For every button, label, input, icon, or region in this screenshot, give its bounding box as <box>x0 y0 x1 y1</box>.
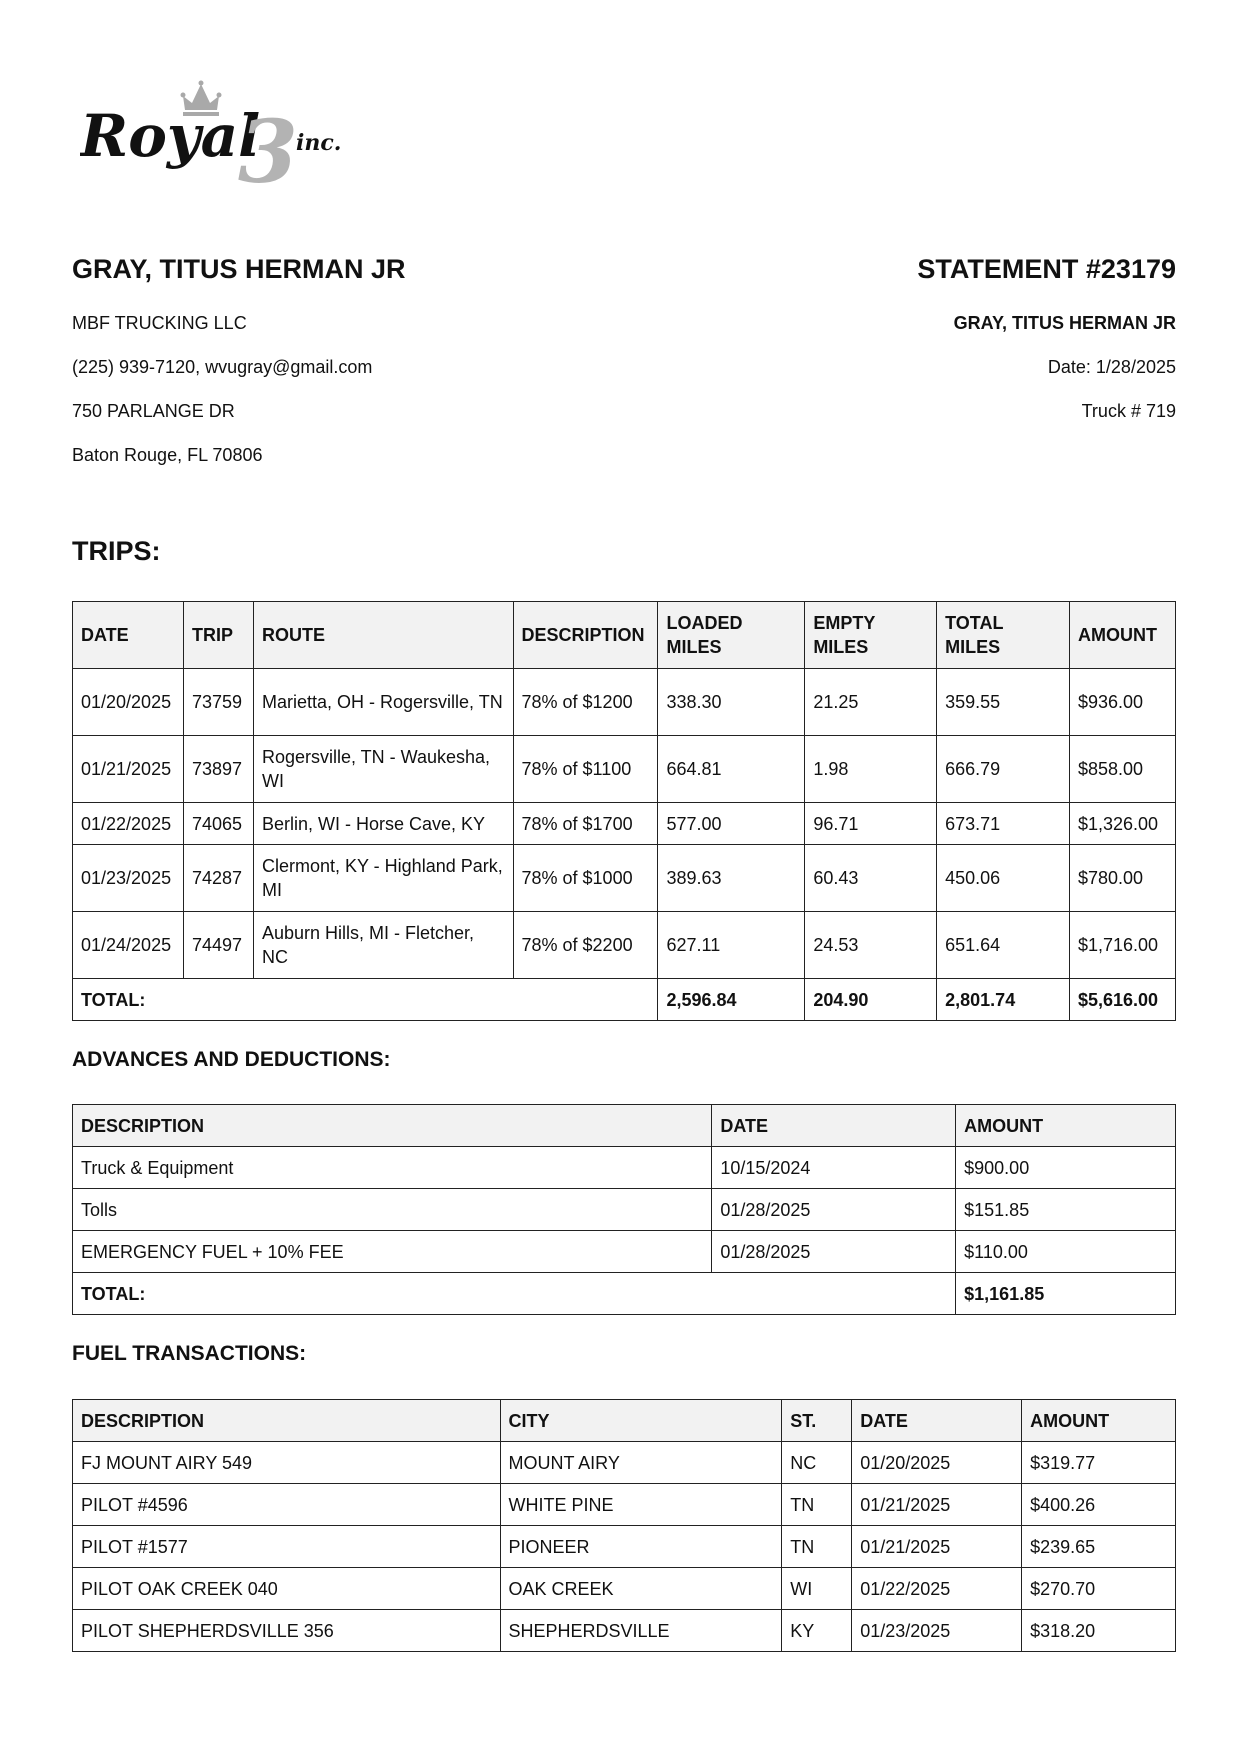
trip-number: 73759 <box>183 669 253 736</box>
fuel-state: NC <box>782 1442 852 1484</box>
driver-city: Baton Rouge, FL 70806 <box>72 445 263 465</box>
fuel-date: 01/20/2025 <box>852 1442 1022 1484</box>
trip-description: 78% of $2200 <box>513 912 658 979</box>
logo-suffix: inc. <box>296 130 342 156</box>
advance-date: 01/28/2025 <box>712 1189 956 1231</box>
fuel-description: PILOT OAK CREEK 040 <box>73 1568 501 1610</box>
trip-loaded-miles: 577.00 <box>658 803 805 845</box>
fuel-amount: $270.70 <box>1022 1568 1176 1610</box>
driver-street: 750 PARLANGE DR <box>72 401 235 421</box>
trip-total-miles: 673.71 <box>937 803 1070 845</box>
fuel-date: 01/21/2025 <box>852 1484 1022 1526</box>
fuel-city: MOUNT AIRY <box>500 1442 782 1484</box>
trip-route: Berlin, WI - Horse Cave, KY <box>253 803 513 845</box>
driver-info <box>72 252 672 465</box>
fuel-state: TN <box>782 1484 852 1526</box>
fuel-date: 01/21/2025 <box>852 1526 1022 1568</box>
trip-empty-miles: 21.25 <box>805 669 937 736</box>
trip-date: 01/21/2025 <box>73 736 184 803</box>
advance-description: EMERGENCY FUEL + 10% FEE <box>73 1231 712 1273</box>
col-header: ROUTE <box>253 602 513 669</box>
statement-date: Date: 1/28/2025 <box>1047 357 1176 377</box>
trips-total-empty: 204.90 <box>805 979 937 1021</box>
statement-title: STATEMENT #23179 <box>917 254 1176 284</box>
advances-header-row <box>73 1105 1176 1147</box>
trip-number: 73897 <box>183 736 253 803</box>
trips-total-miles: 2,801.74 <box>937 979 1070 1021</box>
table-row <box>73 1568 1176 1610</box>
trip-route: Clermont, KY - Highland Park, MI <box>253 845 513 912</box>
advance-amount: $151.85 <box>956 1189 1176 1231</box>
table-row <box>73 1526 1176 1568</box>
statement-name: GRAY, TITUS HERMAN JR <box>953 313 1176 333</box>
table-row <box>73 1147 1176 1189</box>
advances-total-amount: $1,161.85 <box>956 1273 1176 1315</box>
advances-total-row <box>73 1273 1176 1315</box>
fuel-city: PIONEER <box>500 1526 782 1568</box>
advance-description: Tolls <box>73 1189 712 1231</box>
fuel-date: 01/23/2025 <box>852 1610 1022 1652</box>
fuel-description: PILOT SHEPHERDSVILLE 356 <box>73 1610 501 1652</box>
trip-empty-miles: 96.71 <box>805 803 937 845</box>
col-header: DATE <box>712 1105 956 1147</box>
fuel-amount: $318.20 <box>1022 1610 1176 1652</box>
fuel-amount: $400.26 <box>1022 1484 1176 1526</box>
table-row <box>73 1610 1176 1652</box>
trip-number: 74497 <box>183 912 253 979</box>
trip-date: 01/22/2025 <box>73 803 184 845</box>
advance-date: 10/15/2024 <box>712 1147 956 1189</box>
statement-truck: Truck # 719 <box>1081 401 1176 421</box>
advance-amount: $900.00 <box>956 1147 1176 1189</box>
trip-route: Auburn Hills, MI - Fletcher, NC <box>253 912 513 979</box>
advances-total-label: TOTAL: <box>73 1273 956 1315</box>
trip-total-miles: 359.55 <box>937 669 1070 736</box>
trip-total-miles: 666.79 <box>937 736 1070 803</box>
fuel-header-row <box>73 1400 1176 1442</box>
col-header: AMOUNT <box>956 1105 1176 1147</box>
trip-description: 78% of $1200 <box>513 669 658 736</box>
trip-date: 01/24/2025 <box>73 912 184 979</box>
trip-number: 74287 <box>183 845 253 912</box>
trips-header-row <box>73 602 1176 669</box>
table-row <box>73 736 1176 803</box>
table-row <box>73 803 1176 845</box>
fuel-table <box>72 1399 1176 1652</box>
trip-description: 78% of $1000 <box>513 845 658 912</box>
trip-empty-miles: 60.43 <box>805 845 937 912</box>
driver-company: MBF TRUCKING LLC <box>72 313 247 333</box>
table-row <box>73 1484 1176 1526</box>
fuel-amount: $319.77 <box>1022 1442 1176 1484</box>
trip-date: 01/20/2025 <box>73 669 184 736</box>
col-header: DATE <box>73 602 184 669</box>
col-header: LOADED MILES <box>658 602 805 669</box>
trip-description: 78% of $1700 <box>513 803 658 845</box>
col-header: AMOUNT <box>1022 1400 1176 1442</box>
trip-route: Rogersville, TN - Waukesha, WI <box>253 736 513 803</box>
col-header: AMOUNT <box>1069 602 1175 669</box>
trip-empty-miles: 24.53 <box>805 912 937 979</box>
trip-loaded-miles: 389.63 <box>658 845 805 912</box>
trip-empty-miles: 1.98 <box>805 736 937 803</box>
logo-word: Royal <box>80 102 261 170</box>
trip-description: 78% of $1100 <box>513 736 658 803</box>
table-row <box>73 845 1176 912</box>
trips-title: TRIPS: <box>72 536 161 566</box>
trip-amount: $1,716.00 <box>1069 912 1175 979</box>
col-header: DESCRIPTION <box>513 602 658 669</box>
col-header: TOTAL MILES <box>937 602 1070 669</box>
trip-total-miles: 651.64 <box>937 912 1070 979</box>
advance-amount: $110.00 <box>956 1231 1176 1273</box>
fuel-title: FUEL TRANSACTIONS: <box>72 1342 307 1365</box>
trip-number: 74065 <box>183 803 253 845</box>
trips-table <box>72 601 1176 1021</box>
statement-info <box>676 252 1176 421</box>
logo-numeral: 3 <box>238 102 298 190</box>
trip-date: 01/23/2025 <box>73 845 184 912</box>
fuel-state: KY <box>782 1610 852 1652</box>
driver-name: GRAY, TITUS HERMAN JR <box>72 254 406 284</box>
table-row <box>73 669 1176 736</box>
advance-description: Truck & Equipment <box>73 1147 712 1189</box>
trip-route: Marietta, OH - Rogersville, TN <box>253 669 513 736</box>
trip-loaded-miles: 664.81 <box>658 736 805 803</box>
trip-loaded-miles: 627.11 <box>658 912 805 979</box>
statement-header <box>72 252 1176 472</box>
fuel-amount: $239.65 <box>1022 1526 1176 1568</box>
table-row <box>73 1442 1176 1484</box>
table-row <box>73 1231 1176 1273</box>
col-header: DESCRIPTION <box>73 1105 712 1147</box>
fuel-city: WHITE PINE <box>500 1484 782 1526</box>
col-header: DATE <box>852 1400 1022 1442</box>
fuel-description: PILOT #1577 <box>73 1526 501 1568</box>
col-header: CITY <box>500 1400 782 1442</box>
trip-amount: $936.00 <box>1069 669 1175 736</box>
trips-total-loaded: 2,596.84 <box>658 979 805 1021</box>
trip-amount: $1,326.00 <box>1069 803 1175 845</box>
col-header: ST. <box>782 1400 852 1442</box>
trip-amount: $780.00 <box>1069 845 1175 912</box>
fuel-city: OAK CREEK <box>500 1568 782 1610</box>
driver-contact: (225) 939-7120, wvugray@gmail.com <box>72 357 373 377</box>
trip-total-miles: 450.06 <box>937 845 1070 912</box>
col-header: DESCRIPTION <box>73 1400 501 1442</box>
trips-total-label: TOTAL: <box>73 979 658 1021</box>
trip-loaded-miles: 338.30 <box>658 669 805 736</box>
advance-date: 01/28/2025 <box>712 1231 956 1273</box>
trips-total-amount: $5,616.00 <box>1069 979 1175 1021</box>
fuel-state: TN <box>782 1526 852 1568</box>
col-header: TRIP <box>183 602 253 669</box>
table-row <box>73 1189 1176 1231</box>
col-header: EMPTY MILES <box>805 602 937 669</box>
fuel-description: FJ MOUNT AIRY 549 <box>73 1442 501 1484</box>
fuel-city: SHEPHERDSVILLE <box>500 1610 782 1652</box>
table-row <box>73 912 1176 979</box>
royal3-logo <box>80 78 380 190</box>
advances-title: ADVANCES AND DEDUCTIONS: <box>72 1048 391 1071</box>
trips-total-row <box>73 979 1176 1021</box>
fuel-state: WI <box>782 1568 852 1610</box>
fuel-description: PILOT #4596 <box>73 1484 501 1526</box>
trip-amount: $858.00 <box>1069 736 1175 803</box>
fuel-date: 01/22/2025 <box>852 1568 1022 1610</box>
advances-table <box>72 1104 1176 1315</box>
